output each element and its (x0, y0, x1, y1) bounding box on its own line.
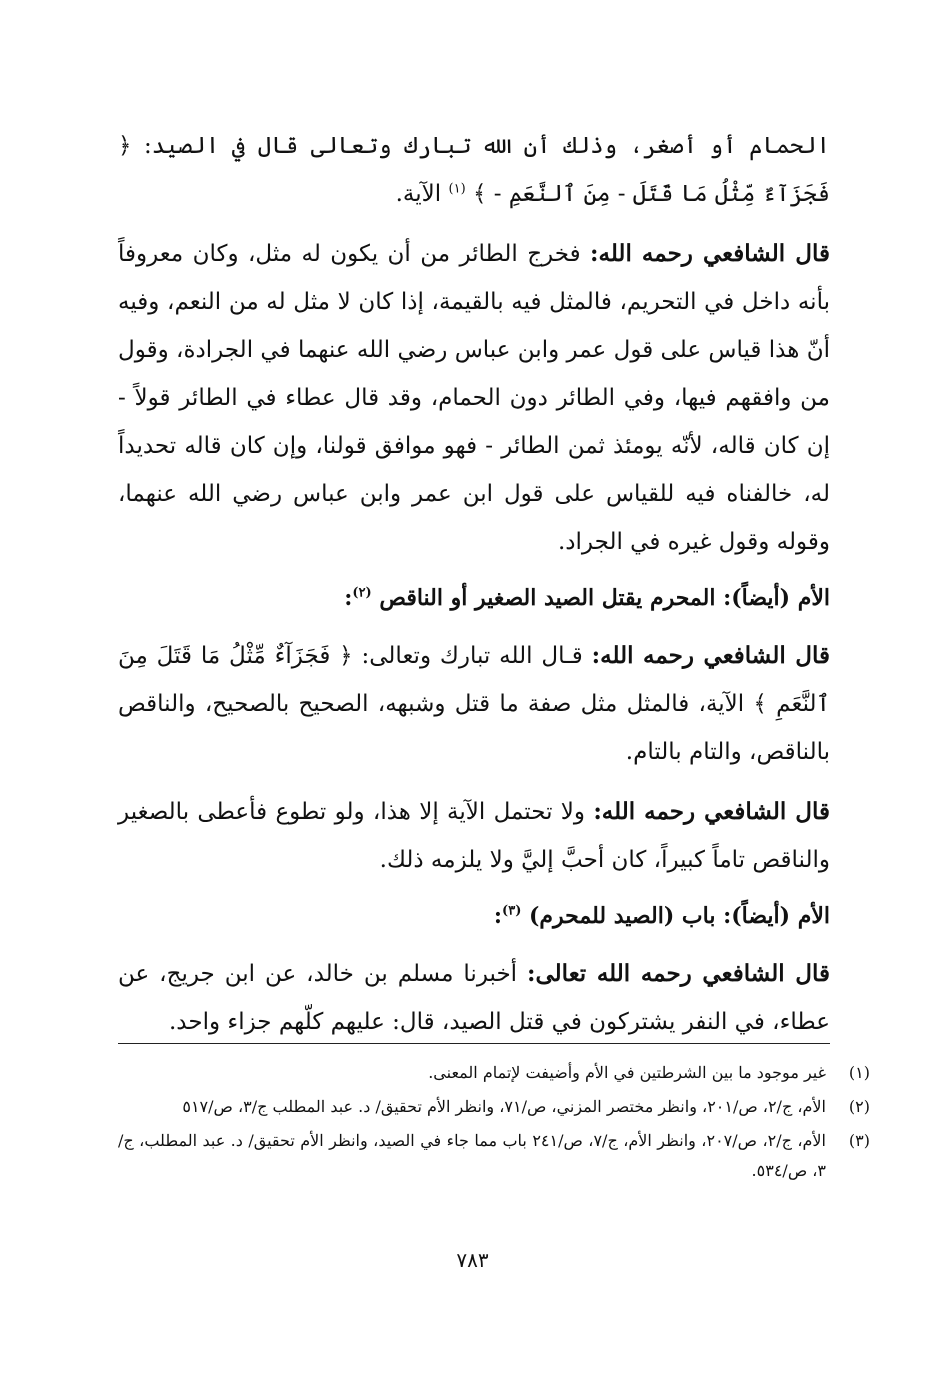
footnote-3-number: (٣) (848, 1131, 870, 1150)
paragraph-3 (118, 632, 830, 776)
footnote-ref-3: (٣) (502, 903, 522, 919)
section-heading-1 (118, 578, 830, 618)
footnote-2-text: الأم، ج/٢، ص/٢٠١، وانظر مختصر المزني، ص/٧١، وانظر الأم تحقيق/ د. عبد المطلب ج/٣، ص/٥١٧ (182, 1097, 826, 1116)
main-text (118, 122, 830, 1058)
paragraph-2-text: فخرج الطائر من أن يكون له مثل، وكان معروفاً بأنه داخل في التحريم، فالمثل فيه بالقيمة، إذا كان لا مثل له من النعم، وفيه أنّ هذا قياس على قول عمر وابن عباس رضي الله عنهما في الجرادة، وقول من وافقهم فيها، وفي الطائر دون الحمام، وقد قال عطاء في الطائر قولاً - إن كان قاله، لأنّه يومئذ ثمن الطائر - فهو موافق قولنا، وإن كان قاله تحديداً له، خالفناه فيه للقياس على قول ابن عمر وابن عباس رضي الله عنهما، وقوله وقول غيره في الجراد. (118, 241, 830, 555)
page-number: ٧٨٣ (456, 1248, 489, 1272)
footnote-3 (118, 1126, 870, 1186)
paragraph-3-text: قـال الله تبارك وتعالى: ﴿ فَجَزَآءٌ مِّثْلُ مَا قَتَلَ مِنَ ٱلنَّعَمِ ﴾ الآية، فالمثل مثل صفة ما قتل وشبهه، الصحيح بالصحيح، والناقص بالناقص، والتام بالتام. (118, 643, 830, 765)
paragraph-1 (118, 122, 830, 218)
footnote-1-text: غير موجود ما بين الشرطتين في الأم وأضيفت لإتمام المعنى. (428, 1063, 826, 1082)
footnotes (118, 1058, 870, 1190)
footnote-ref-1: (١) (448, 181, 466, 197)
footnote-ref-2: (٢) (352, 585, 372, 601)
paragraph-3-lead: قال الشافعي رحمه الله: (591, 642, 830, 669)
footnote-1-number: (١) (848, 1063, 870, 1082)
section-heading-2 (118, 896, 830, 936)
paragraph-1-tail: الآية. (395, 181, 442, 207)
paragraph-4-text: ولا تحتمل الآية إلا هذا، ولو تطوع فأعطى بالصغير والناقص تاماً كبيراً، كان أحبَّ إليَّ ولا يلزمه ذلك. (118, 799, 830, 873)
section-heading-1-text: الأم (أيضاً): المحرم يقتل الصيد الصغير أو الناقص (379, 585, 830, 611)
paragraph-2 (118, 230, 830, 566)
footnote-2-number: (٢) (848, 1097, 870, 1116)
paragraph-4 (118, 788, 830, 884)
paragraph-2-lead: قال الشافعي رحمه الله: (590, 240, 830, 267)
footnote-2 (118, 1092, 870, 1122)
footnote-1 (118, 1058, 870, 1088)
paragraph-5-lead: قال الشافعي رحمه الله تعالى: (527, 960, 830, 987)
paragraph-1-text: الحمام أو أصغر، وذلك أن الله تبارك وتعالى قال في الصيد: ﴿ فَجَزَآءٌ مِّثْلُ مَا قَتَلَ - مِنَ ٱلنَّعَمِ - ﴾ (118, 133, 830, 207)
footnote-3-text: الأم، ج/٢، ص/٢٠٧، وانظر الأم، ج/٧، ص/٢٤١ باب مما جاء في الصيد، وانظر الأم تحقيق/ د. عبد المطلب، ج/٣، ص/٥٣٤. (118, 1131, 827, 1180)
paragraph-5-text: أخبرنا مسلم بن خالد، عن ابن جريج، عن عطاء، في النفر يشتركون في قتل الصيد، قال: عليهم كلّهم جزاء واحد. (118, 961, 830, 1035)
section-heading-1-tail: : (344, 585, 353, 611)
footnote-divider (118, 1043, 830, 1044)
section-heading-2-tail: : (493, 903, 503, 929)
paragraph-5 (118, 950, 830, 1046)
paragraph-4-lead: قال الشافعي رحمه الله: (593, 798, 830, 825)
section-heading-2-text: الأم (أيضاً): باب (الصيد للمحرم) (529, 903, 830, 929)
